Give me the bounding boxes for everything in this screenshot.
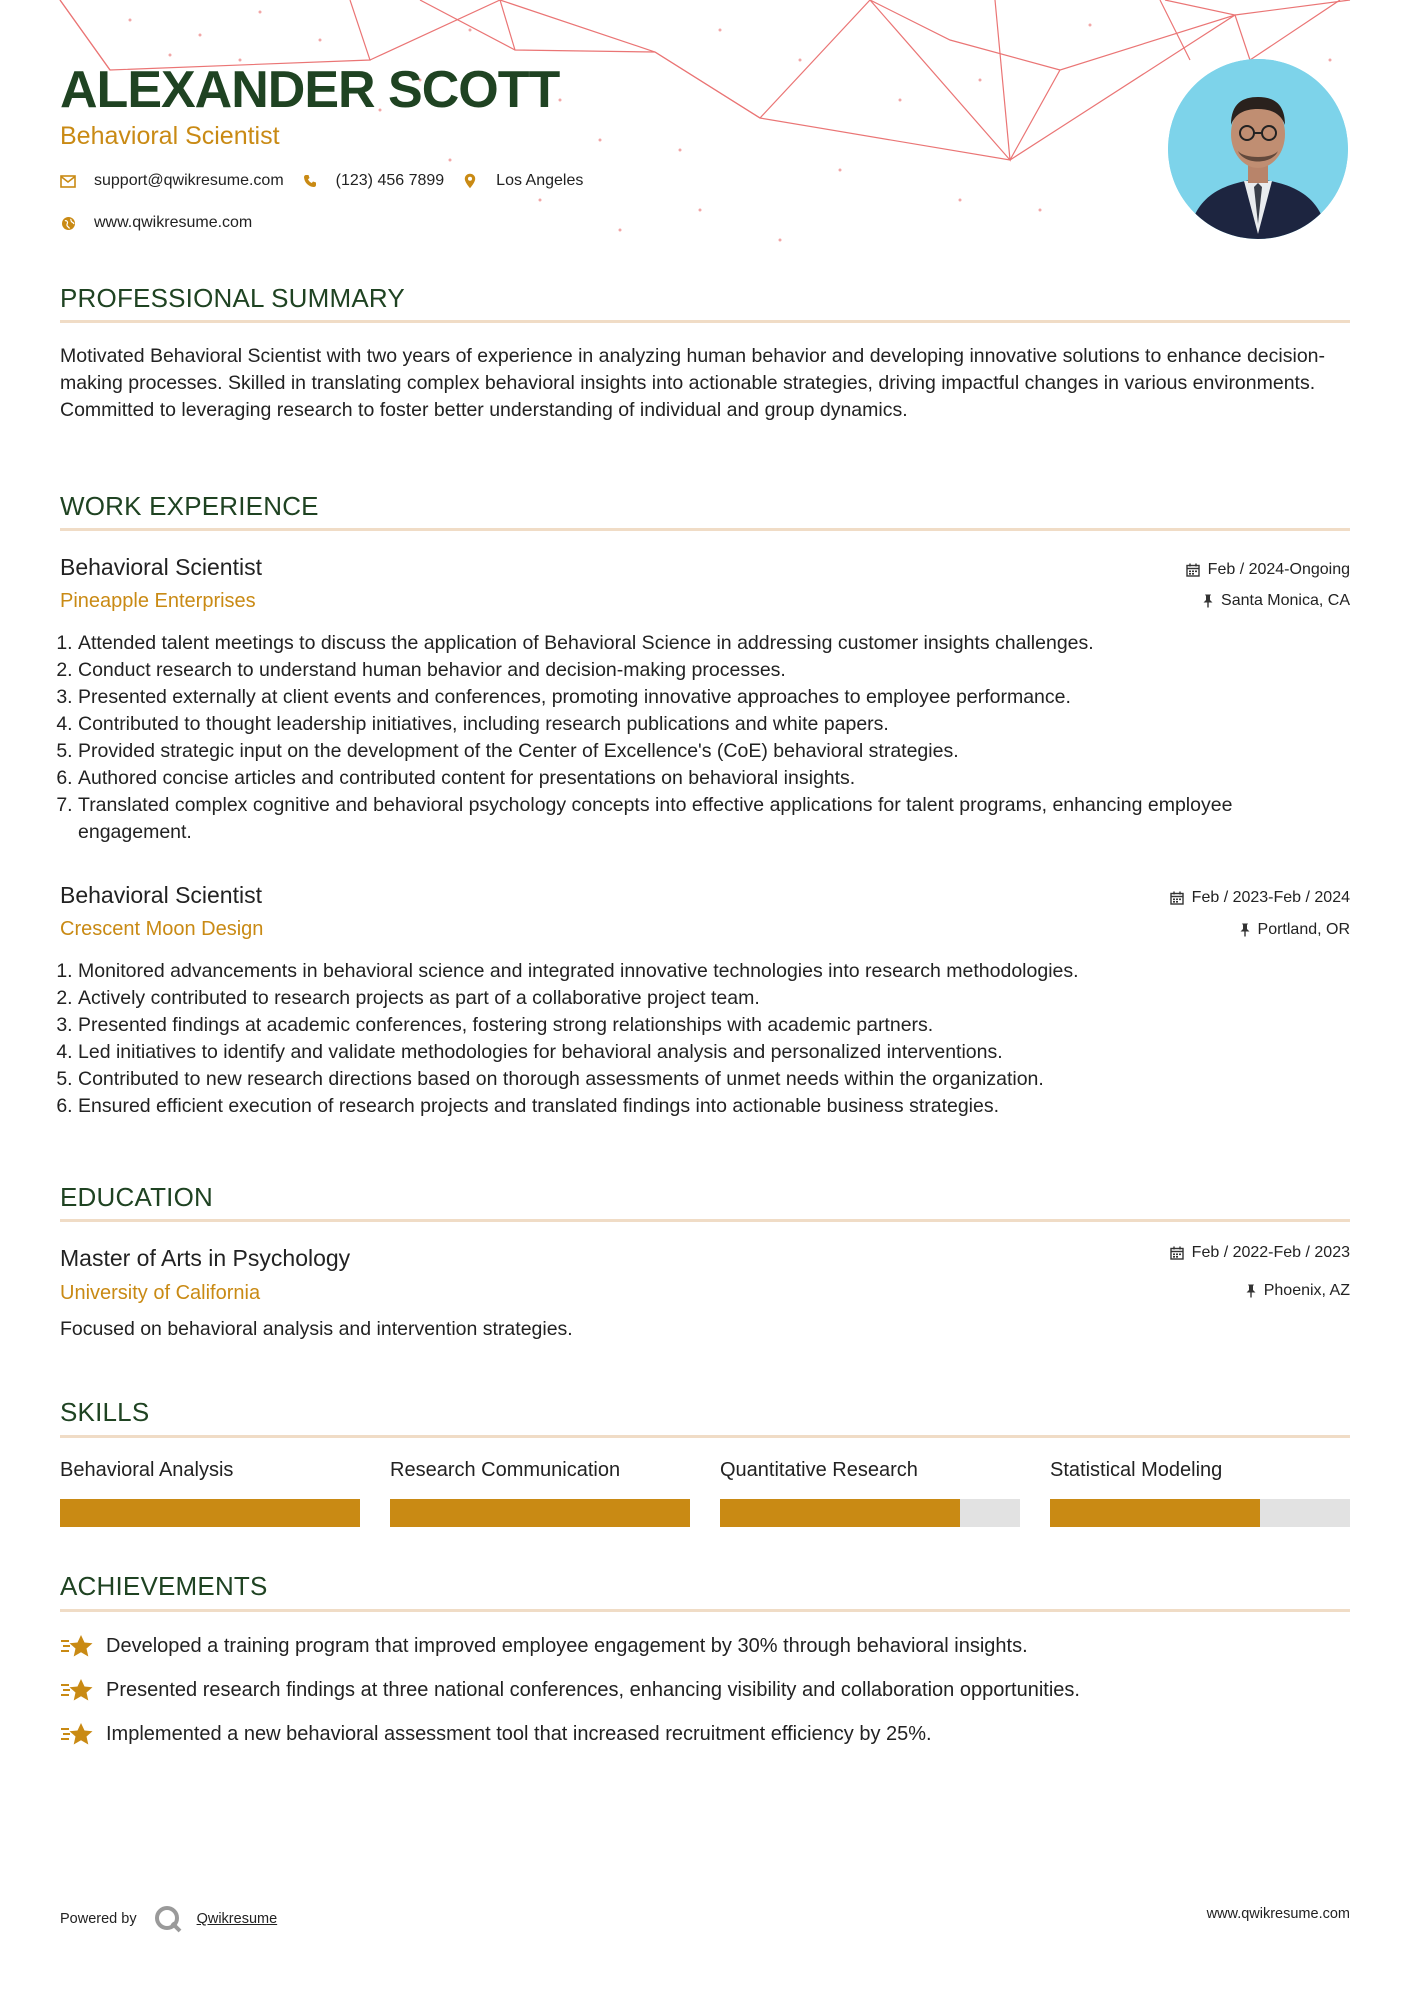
job-location [1203, 590, 1350, 612]
list-item: 3. Presented findings at academic conferences, fostering strong relationships with academic partners. [78, 1012, 1350, 1039]
pushpin-icon [1203, 594, 1213, 608]
list-item: 1. Monitored advancements in behavioral science and integrated innovative technologies into research methodologies. [78, 958, 1350, 985]
phone-text: (123) 456 7899 [335, 172, 445, 189]
education-heading: EDUCATION [60, 1182, 213, 1212]
calendar-icon [1170, 1246, 1184, 1260]
skill-bar-fill [390, 1499, 690, 1527]
qwikresume-link[interactable]: Qwikresume [196, 1911, 278, 1927]
section-divider [60, 1609, 1350, 1612]
job-responsibilities [60, 958, 1350, 1120]
degree-title: Master of Arts in Psychology [60, 1245, 351, 1271]
list-item: 4. Led initiatives to identify and validate methodologies for behavioral analysis and personalized interventions. [78, 1039, 1350, 1066]
skill-label: Research Communication [390, 1459, 621, 1481]
school-name: University of California [60, 1282, 261, 1304]
email-text: support@qwikresume.com [94, 172, 284, 189]
contact-website[interactable] [60, 214, 252, 232]
globe-icon [60, 215, 76, 231]
section-divider [60, 320, 1350, 323]
website-text: www.qwikresume.com [94, 214, 253, 231]
contact-location [462, 172, 583, 190]
contact-row [60, 214, 270, 232]
summary-heading: PROFESSIONAL SUMMARY [60, 283, 405, 313]
job-location-text: Portland, OR [1257, 921, 1350, 938]
footer-powered-by [60, 1904, 277, 1934]
section-divider [60, 1435, 1350, 1438]
skill-item [60, 1457, 360, 1527]
pushpin-icon [1240, 923, 1250, 937]
footer-website[interactable]: www.qwikresume.com [1206, 1906, 1350, 1922]
skill-label: Behavioral Analysis [60, 1459, 234, 1481]
list-item: 2. Actively contributed to research projects as part of a collaborative project team. [78, 985, 1350, 1012]
list-item: 6. Ensured efficient execution of research projects and translated findings into actionable business strategies. [78, 1093, 1350, 1120]
job-dates [1170, 887, 1350, 909]
list-item: 2. Conduct research to understand human behavior and decision-making processes. [78, 657, 1350, 684]
skills-heading: SKILLS [60, 1397, 150, 1427]
skill-bar-track [60, 1499, 360, 1527]
envelope-icon [60, 173, 76, 189]
achievements-heading: ACHIEVEMENTS [60, 1571, 268, 1601]
skill-bar-fill [1050, 1499, 1260, 1527]
skill-item [390, 1457, 690, 1527]
job-title: Behavioral Scientist [60, 554, 262, 580]
star-icon [60, 1632, 94, 1660]
contact-row [60, 172, 601, 190]
list-item: 4. Contributed to thought leadership initiatives, including research publications and white papers. [78, 711, 1350, 738]
summary-text: Motivated Behavioral Scientist with two years of experience in analyzing human behavior and developing innovative solutions to enhance decision-making processes. Skilled in translating complex behavioral insights into actionable strategies, driving impactful changes in various environments. Committed to leveraging research to foster better understanding of individual and group dynamics. [60, 345, 1326, 421]
job-location-text: Santa Monica, CA [1221, 592, 1350, 609]
company-name: Crescent Moon Design [60, 918, 264, 940]
list-item: 5. Provided strategic input on the development of the Center of Excellence's (CoE) behavioral strategies. [78, 738, 1350, 765]
job-dates [1186, 559, 1350, 581]
skill-label: Quantitative Research [720, 1459, 918, 1481]
candidate-name: ALEXANDER SCOTT [60, 61, 560, 119]
calendar-icon [1186, 563, 1200, 577]
contact-phone[interactable] [302, 172, 445, 190]
list-item: 3. Presented externally at client events and conferences, promoting innovative approaches to employee performance. [78, 684, 1350, 711]
skill-label: Statistical Modeling [1050, 1459, 1223, 1481]
job-location [1240, 919, 1350, 941]
education-dates-text: Feb / 2022-Feb / 2023 [1191, 1244, 1350, 1261]
list-item: 5. Contributed to new research directions based on thorough assessments of unmet needs within the organization. [78, 1066, 1350, 1093]
profile-photo [1168, 59, 1348, 239]
qwikresume-logo [153, 1904, 183, 1934]
job-responsibilities [60, 630, 1350, 846]
star-icon [60, 1720, 94, 1748]
achievement-item [60, 1632, 1028, 1660]
powered-by-label: Powered by [60, 1911, 137, 1927]
location-text: Los Angeles [496, 172, 584, 189]
phone-icon [302, 173, 318, 189]
pushpin-icon [1246, 1284, 1256, 1298]
skill-bar-fill [60, 1499, 360, 1527]
skill-bar-fill [720, 1499, 960, 1527]
education-location-text: Phoenix, AZ [1263, 1282, 1350, 1299]
achievement-text: Presented research findings at three national conferences, enhancing visibility and collaboration opportunities. [106, 1679, 1080, 1701]
section-divider [60, 1219, 1350, 1222]
job-title: Behavioral Scientist [60, 882, 262, 908]
achievement-text: Implemented a new behavioral assessment tool that increased recruitment efficiency by 25%. [106, 1723, 932, 1745]
skill-item [1050, 1457, 1350, 1527]
skill-item [720, 1457, 1020, 1527]
job-dates-text: Feb / 2023-Feb / 2024 [1191, 889, 1350, 906]
contact-email[interactable] [60, 172, 284, 190]
experience-heading: WORK EXPERIENCE [60, 491, 319, 521]
list-item: 7. Translated complex cognitive and behavioral psychology concepts into effective applications for talent programs, enhancing employee engagement. [78, 792, 1350, 846]
skill-bar-track [1050, 1499, 1350, 1527]
job-dates-text: Feb / 2024-Ongoing [1207, 561, 1350, 578]
candidate-title: Behavioral Scientist [60, 122, 280, 150]
education-dates [1170, 1242, 1350, 1264]
map-pin-icon [462, 173, 478, 189]
list-item: 6. Authored concise articles and contributed content for presentations on behavioral insights. [78, 765, 1350, 792]
achievement-item [60, 1676, 1080, 1704]
achievement-item [60, 1720, 932, 1748]
company-name: Pineapple Enterprises [60, 590, 256, 612]
skill-bar-track [720, 1499, 1020, 1527]
education-location [1246, 1280, 1350, 1302]
skill-bar-track [390, 1499, 690, 1527]
calendar-icon [1170, 891, 1184, 905]
section-divider [60, 528, 1350, 531]
achievement-text: Developed a training program that improved employee engagement by 30% through behavioral insights. [106, 1635, 1028, 1657]
star-icon [60, 1676, 94, 1704]
education-description: Focused on behavioral analysis and intervention strategies. [60, 1318, 573, 1340]
list-item: 1. Attended talent meetings to discuss the application of Behavioral Science in addressing customer insights challenges. [78, 630, 1350, 657]
